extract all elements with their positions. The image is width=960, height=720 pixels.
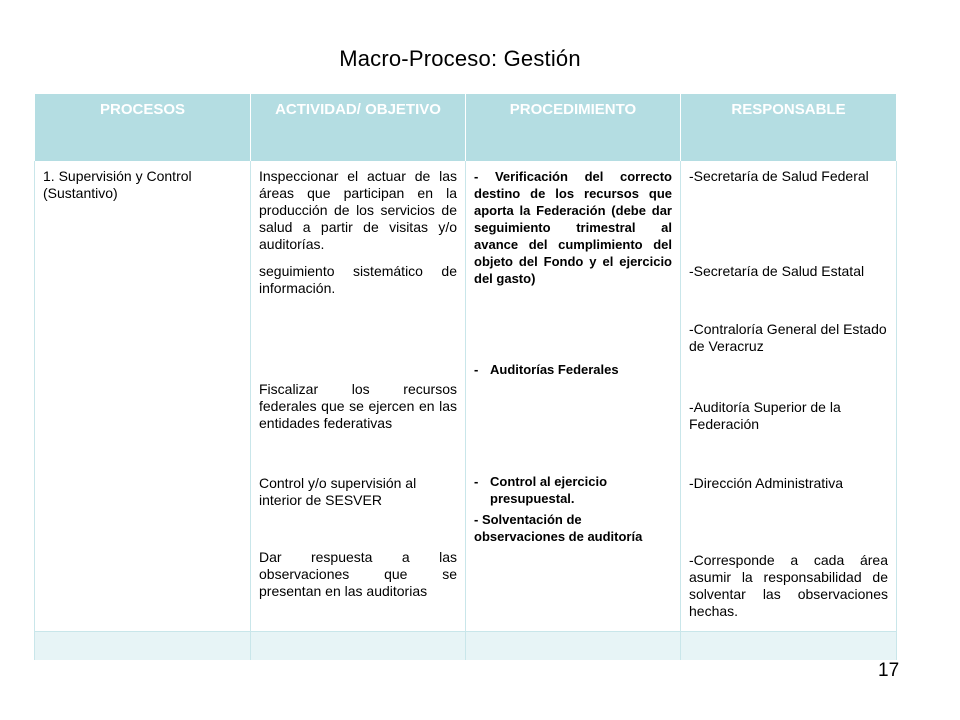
responsable-item: -Secretaría de Salud Federal — [689, 168, 869, 184]
actividad-item: Inspeccionar el actuar de las áreas que participan en la producción de los servicios de salud a partir de visitas y/o auditorías. — [259, 168, 457, 252]
responsable-item: -Contraloría General del Estado de Veracruz — [689, 321, 887, 354]
responsable-item: -Corresponde a cada área asumir la responsabilidad de solventar las observaciones hechas. — [689, 552, 888, 619]
cell-responsable — [681, 161, 897, 632]
page-number: 17 — [878, 660, 900, 681]
procedimiento-text: Control al ejercicio presupuestal. — [490, 474, 608, 506]
procedimiento-item — [474, 473, 672, 507]
table-row-empty — [35, 632, 897, 661]
responsable-item: -Secretaría de Salud Estatal — [689, 263, 865, 279]
responsable-item: -Dirección Administrativa — [689, 475, 844, 491]
empty-cell — [251, 632, 466, 661]
header-procedimiento: PROCEDIMIENTO — [466, 94, 681, 161]
procedimiento-item — [474, 361, 672, 378]
header-actividad: ACTIVIDAD/ OBJETIVO — [251, 94, 466, 161]
actividad-item: Dar respuesta a las observaciones que se presentan en las auditorias — [259, 549, 457, 599]
header-responsable: RESPONSABLE — [681, 94, 897, 161]
empty-cell — [466, 632, 681, 661]
procesos-text: 1. Supervisión y Control (Sustantivo) — [43, 168, 192, 201]
empty-cell — [35, 632, 251, 661]
table-header-row — [35, 94, 897, 161]
dash-marker: - — [474, 362, 479, 377]
table-row — [35, 161, 897, 632]
actividad-item: Control y/o supervisión al interior de SESVER — [259, 475, 417, 508]
empty-cell — [681, 632, 897, 661]
header-procesos: PROCESOS — [35, 94, 251, 161]
dash-marker: - — [474, 474, 479, 489]
cell-actividad — [251, 161, 466, 632]
cell-procedimiento — [466, 161, 681, 632]
process-table — [34, 94, 897, 660]
responsable-item: -Auditoría Superior de la Federación — [689, 399, 841, 432]
procedimiento-item: - Solventación de observaciones de auditoría — [474, 512, 643, 544]
actividad-item: seguimiento sistemático de información. — [259, 263, 457, 296]
cell-procesos — [35, 161, 251, 632]
procedimiento-item: - Verificación del correcto destino de los recursos que aporta la Federación (debe dar seguimiento trimestral al avance del cumplimiento del objeto del Fondo y el ejercicio del gasto) — [474, 169, 672, 286]
actividad-item: Fiscalizar los recursos federales que se ejercen en las entidades federativas — [259, 381, 457, 431]
procedimiento-text: Auditorías Federales — [490, 362, 619, 377]
slide-title: Macro-Proceso: Gestión — [339, 46, 581, 71]
